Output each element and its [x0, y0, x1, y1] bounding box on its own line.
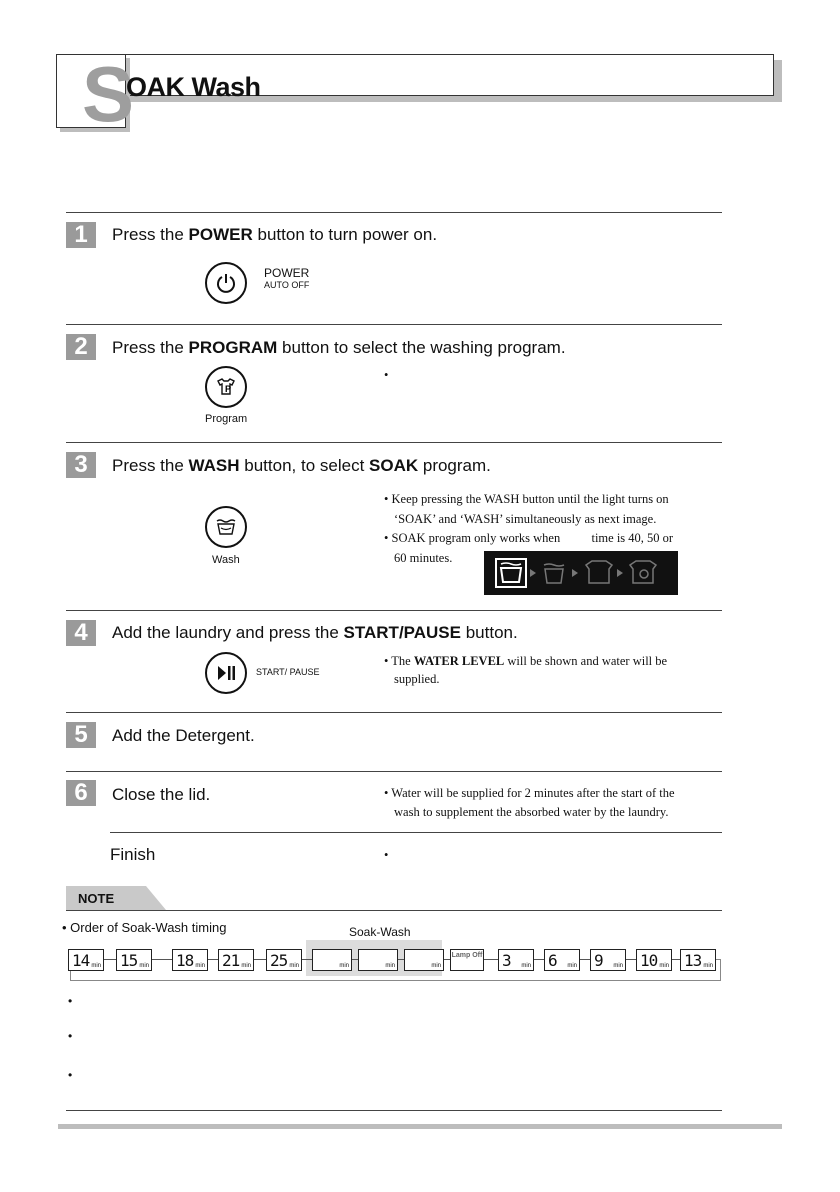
step-note-line: wash to supplement the absorbed water by the laundry. [394, 805, 669, 819]
wash-tub-icon [214, 517, 238, 537]
note-tag-label: NOTE [78, 891, 115, 906]
divider [66, 610, 722, 611]
timing-sequence [66, 943, 720, 987]
divider [66, 910, 722, 911]
step-number: 2 [66, 334, 96, 360]
sequence-arrow [534, 959, 544, 960]
step-note-line: 60 minutes. [394, 551, 453, 565]
divider [66, 324, 722, 325]
step-note-line: • Water will be supplied for 2 minutes after the start of the [384, 786, 675, 800]
power-label: POWER [264, 266, 310, 280]
timing-unit: min [659, 963, 669, 969]
footer-bar [58, 1124, 782, 1129]
soak-sequence-icons [484, 551, 678, 595]
program-label: Program [205, 413, 248, 425]
sequence-arrow [580, 959, 590, 960]
step-note-line: • SOAK program only works when time is 40, 50 or [384, 531, 674, 545]
timing-value: 21 [222, 951, 240, 970]
timing-unit: min [521, 963, 531, 969]
step-number: 3 [66, 452, 96, 478]
step-note-line: ‘SOAK’ and ‘WASH’ simultaneously as next image. [394, 512, 657, 526]
step-number: 4 [66, 620, 96, 646]
timing-value: 9 [594, 951, 603, 970]
timing-unit: min [91, 963, 101, 969]
step-heading: Press the PROGRAM button to select the washing program. [112, 338, 566, 357]
timing-step [218, 949, 254, 971]
program-button[interactable] [205, 366, 247, 408]
timing-unit: min [241, 963, 251, 969]
sequence-arrow [254, 959, 266, 960]
soak-display-panel [484, 551, 678, 595]
timing-step [636, 949, 672, 971]
timing-unit: min [339, 963, 349, 969]
timing-unit: min [567, 963, 577, 969]
divider [66, 212, 722, 213]
timing-step [498, 949, 534, 971]
wash-label: Wash [212, 554, 240, 566]
timing-step [680, 949, 716, 971]
timing-unit: min [139, 963, 149, 969]
timing-unit: min [195, 963, 205, 969]
step-number: 1 [66, 222, 96, 248]
program-shirt-icon [214, 376, 238, 398]
sequence-arrow [626, 959, 636, 960]
divider [66, 712, 722, 713]
timing-value: 18 [176, 951, 194, 970]
step-heading: Press the WASH button, to select SOAK program. [112, 456, 491, 475]
note-bullet: • [68, 1029, 73, 1043]
divider [66, 1110, 722, 1111]
step-heading: Add the laundry and press the START/PAUSE button. [112, 623, 518, 642]
step-heading: Press the POWER button to turn power on. [112, 225, 438, 244]
timing-value: 10 [640, 951, 658, 970]
step-note: • [384, 368, 389, 382]
timing-step [450, 949, 484, 971]
svg-text:P: P [225, 384, 232, 394]
timing-value: 25 [270, 951, 288, 970]
divider [66, 771, 722, 772]
timing-value: 6 [548, 951, 557, 970]
sequence-arrow [104, 959, 116, 960]
timing-step [544, 949, 580, 971]
lamp-off-label: Lamp Off [451, 952, 483, 959]
timing-step [266, 949, 302, 971]
wash-button[interactable] [205, 506, 247, 548]
order-label: • Order of Soak-Wash timing [62, 920, 227, 935]
timing-step [590, 949, 626, 971]
play-pause-icon [215, 664, 237, 682]
page-title: OAK Wash [126, 72, 261, 102]
timing-unit: min [613, 963, 623, 969]
step-heading: Add the Detergent. [112, 726, 255, 745]
step-heading: Close the lid. [112, 785, 211, 804]
sequence-arrow [302, 959, 312, 960]
sequence-arrow [672, 959, 680, 960]
step-note-line: • Keep pressing the WASH button until the light turns on [384, 492, 669, 506]
timing-step [116, 949, 152, 971]
timing-value: 15 [120, 951, 138, 970]
auto-off-label: AUTO OFF [264, 280, 310, 290]
sequence-arrow [484, 959, 498, 960]
power-icon [215, 272, 237, 294]
start-pause-button[interactable] [205, 652, 247, 694]
divider [110, 832, 722, 833]
timing-step [404, 949, 444, 971]
step-number: 5 [66, 722, 96, 748]
soak-wash-label: Soak-Wash [349, 925, 411, 939]
step-note: • The WATER LEVEL will be shown and water will be [384, 654, 668, 668]
note-bullet: • [68, 994, 73, 1008]
timing-unit: min [385, 963, 395, 969]
divider [66, 442, 722, 443]
timing-step [358, 949, 398, 971]
timing-step [312, 949, 352, 971]
sequence-arrow [208, 959, 218, 960]
finish-label: Finish [110, 845, 156, 864]
step-number: 6 [66, 780, 96, 806]
timing-value: 13 [684, 951, 702, 970]
timing-value: 3 [502, 951, 511, 970]
start-pause-label: START/ PAUSE [256, 667, 320, 677]
timing-unit: min [289, 963, 299, 969]
step-note-line: supplied. [394, 672, 440, 686]
note-bullet: • [68, 1068, 73, 1082]
timing-unit: min [703, 963, 713, 969]
title-initial: S [82, 50, 135, 138]
finish-note: • [384, 848, 389, 862]
timing-unit: min [431, 963, 441, 969]
power-button[interactable] [205, 262, 247, 304]
timing-step [172, 949, 208, 971]
sequence-arrow [152, 959, 172, 960]
timing-value: 14 [72, 951, 90, 970]
timing-step [68, 949, 104, 971]
